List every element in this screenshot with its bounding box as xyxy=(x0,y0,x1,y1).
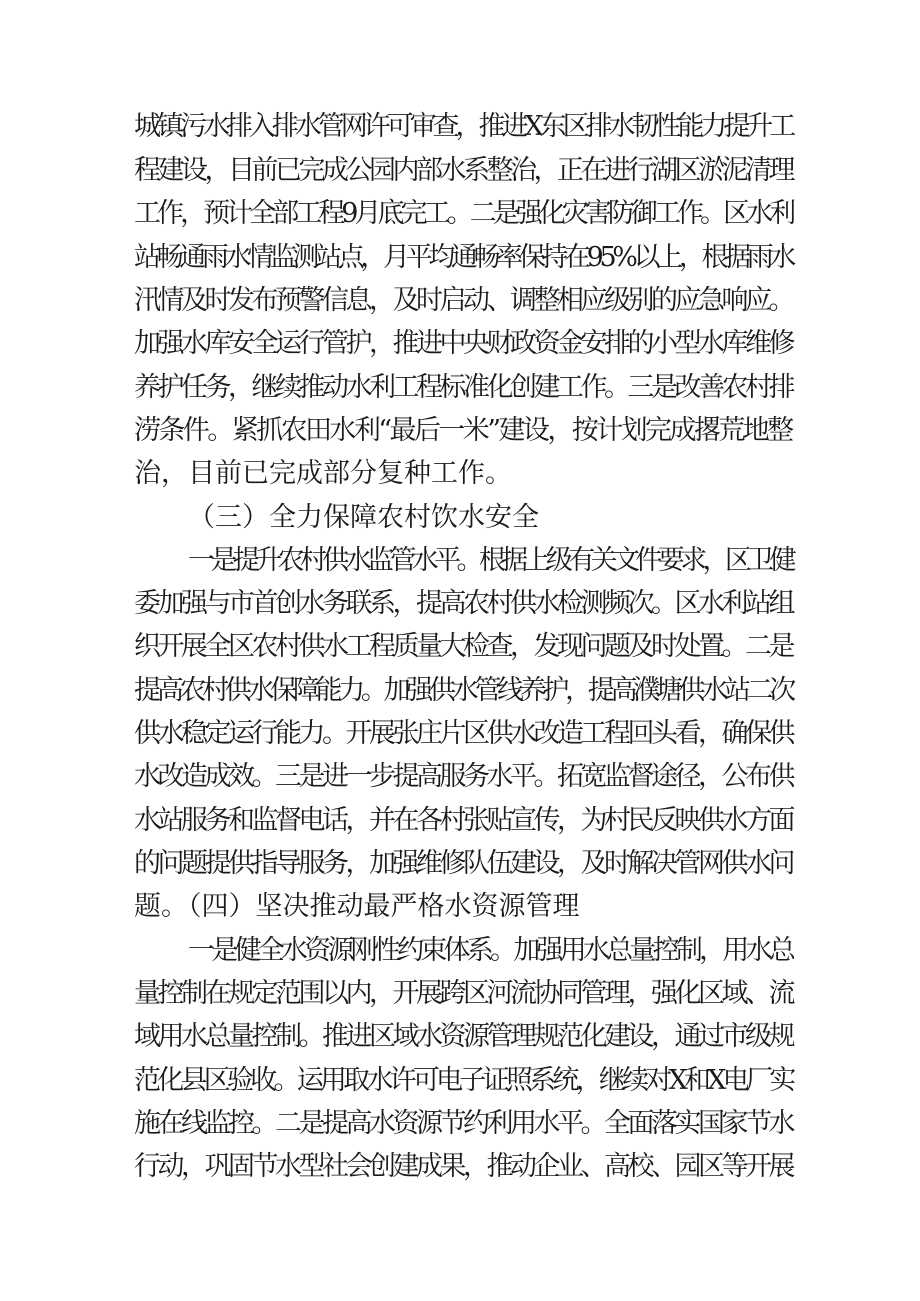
text-line: 一是提升农村供水监管水平。根据上级有关文件要求，区卫健 xyxy=(188,545,792,576)
text-line: 治，目前已完成部分复种工作。 xyxy=(134,458,512,489)
text-line: 委加强与市首创水务联系，提高农村供水检测频次。区水利站组 xyxy=(134,588,792,619)
text-line: 供水稳定运行能力。开展张庄片区供水改造工程回头看，确保供 xyxy=(134,718,792,749)
text-line: 一是健全水资源刚性约束体系。加强用水总量控制，用水总 xyxy=(188,935,792,966)
text-line: 水站服务和监督电话，并在各村张贴宣传，为村民反映供水方面 xyxy=(134,805,792,836)
text-line: 织开展全区农村供水工程质量大检查，发现问题及时处置。二是 xyxy=(134,631,792,662)
text-line: 范化县区验收。运用取水许可电子证照系统，继续对X和X电厂实 xyxy=(134,1065,793,1096)
text-line: 养护任务，继续推动水利工程标准化创建工作。三是改善农村排 xyxy=(134,372,792,403)
text-line: 的问题提供指导服务，加强维修队伍建设，及时解决管网供水问 xyxy=(134,848,792,879)
text-line: 域用水总量控制。推进区域水资源管理规范化建设，通过市级规 xyxy=(134,1021,792,1052)
text-line: 加强水库安全运行管护，推进中央财政资金安排的小型水库维修 xyxy=(134,328,792,359)
text-line: 提高农村供水保障能力。加强供水管线养护，提高濮塘供水站二次 xyxy=(134,675,792,706)
text-line: 施在线监控。二是提高水资源节约利用水平。全面落实国家节水 xyxy=(134,1108,792,1139)
text-line: 行动，巩固节水型社会创建成果，推动企业、高校、园区等开展 xyxy=(134,1151,792,1182)
text-line: 工作，预计全部工程9月底完工。二是强化灾害防御工作。区水利 xyxy=(134,198,793,229)
text-line: 量控制在规定范围以内，开展跨区河流协同管理，强化区域、流 xyxy=(134,978,792,1009)
text-line: 汛情及时发布预警信息，及时启动、调整相应级别的应急响应。 xyxy=(134,285,792,316)
text-line: 题。（四）坚决推动最严格水资源管理 xyxy=(134,891,580,922)
text-line: 水改造成效。三是进一步提高服务水平。拓宽监督途径，公布供 xyxy=(134,761,792,792)
section-heading: （三）全力保障农村饮水安全 xyxy=(188,502,539,533)
text-line: 程建设，目前已完成公园内部水系整治，正在进行湖区淤泥清理 xyxy=(134,155,792,186)
text-line: 城镇污水排入排水管网许可审查，推进X东区排水韧性能力提升工 xyxy=(134,111,793,142)
text-line: 站畅通雨水情监测站点，月平均通畅率保持在95%以上，根据雨水 xyxy=(134,242,793,273)
text-line: 涝条件。紧抓农田水利“最后一米”建设，按计划完成撂荒地整 xyxy=(134,415,792,446)
